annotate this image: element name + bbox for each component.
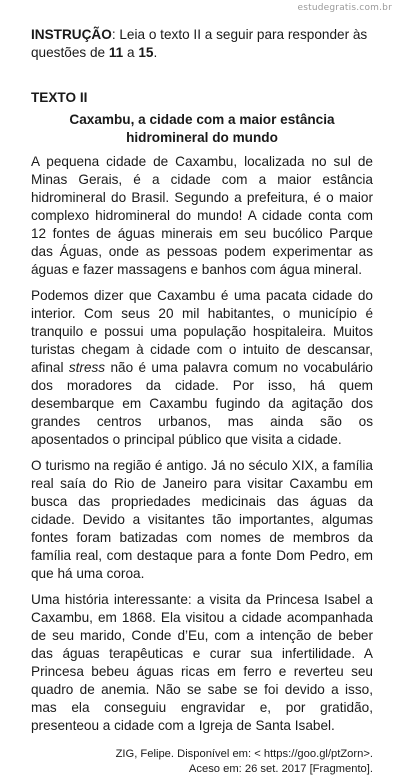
document-page xyxy=(31,26,373,777)
instruction-label: INSTRUÇÃO xyxy=(31,27,112,42)
paragraph-2-part-a: Podemos dizer que Caxambu é uma pacata cidade do interior. Com seus 20 mil habitantes, o município é tranquilo e possui uma população hospitaleira. Muitos turistas chegam à cidade com o intuito de descansar, afinal xyxy=(31,288,373,375)
stress-word: stress xyxy=(68,360,106,375)
title-line-1: Caxambu, a cidade com a maior estância xyxy=(69,112,335,127)
watermark: estudegratis.com.br xyxy=(297,3,392,13)
article-title xyxy=(31,111,373,147)
instruction xyxy=(31,26,373,62)
title-line-2: hidromineral do mundo xyxy=(126,130,278,145)
paragraph-1: A pequena cidade de Caxambu, localizada no sul de Minas Gerais, é a cidade com a maior estância hidromineral do Brasil. Segundo a prefeitura, é o maior complexo hidromineral do mundo! A cidade conta com 12 fontes de águas minerais em seu bucólico Parque das Águas, onde as pessoas podem experimentar as águas e fazer massagens e banhos com água mineral. xyxy=(31,154,373,277)
text-label: TEXTO II xyxy=(31,90,88,105)
source-line-2: Aceso em: 26 set. 2017 [Fragmento]. xyxy=(188,763,373,775)
paragraph-3: O turismo na região é antigo. Já no século XIX, a família real saía do Rio de Janeiro para visitar Caxambu em busca das propriedades medicinais das águas da cidade. Devido a visitantes tão importantes, algumas fontes foram batizadas com nomes de membros da família real, com destaque para a fonte Dom Pedro, em que há uma coroa. xyxy=(31,458,373,581)
source-line-1: ZIG, Felipe. Disponível em: < https://goo.gl/ptZorn>. xyxy=(115,748,373,760)
question-start: 11 xyxy=(108,45,124,60)
paragraph-2 xyxy=(31,287,373,449)
paragraph-2-part-b: não é uma palavra comum no vocabulário dos moradores da cidade. Por isso, há quem desembarque em Caxambu fugindo da agitação dos grandes centros urbanos, mas ainda são os aposentados o principal público que visita a cidade. xyxy=(31,360,373,447)
instruction-text-c: . xyxy=(153,45,158,60)
paragraph-4: Uma história interessante: a visita da Princesa Isabel a Caxambu, em 1868. Ela visitou a cidade acompanhada de seu marido, Conde d’Eu, com a intenção de beber das águas terapêuticas e curar sua infertilidade. A Princesa bebeu águas ricas em ferro e reverteu seu quadro de anemia. Não se sabe se foi devido a isso, mas ela conseguiu engravidar e, por gratidão, presenteou a cidade com a Igreja de Santa Isabel. xyxy=(31,592,373,733)
question-end: 15 xyxy=(138,45,154,60)
instruction-text-a: : Leia o texto II a seguir para responder às questões de xyxy=(31,27,368,60)
instruction-text-b: a xyxy=(123,45,139,60)
